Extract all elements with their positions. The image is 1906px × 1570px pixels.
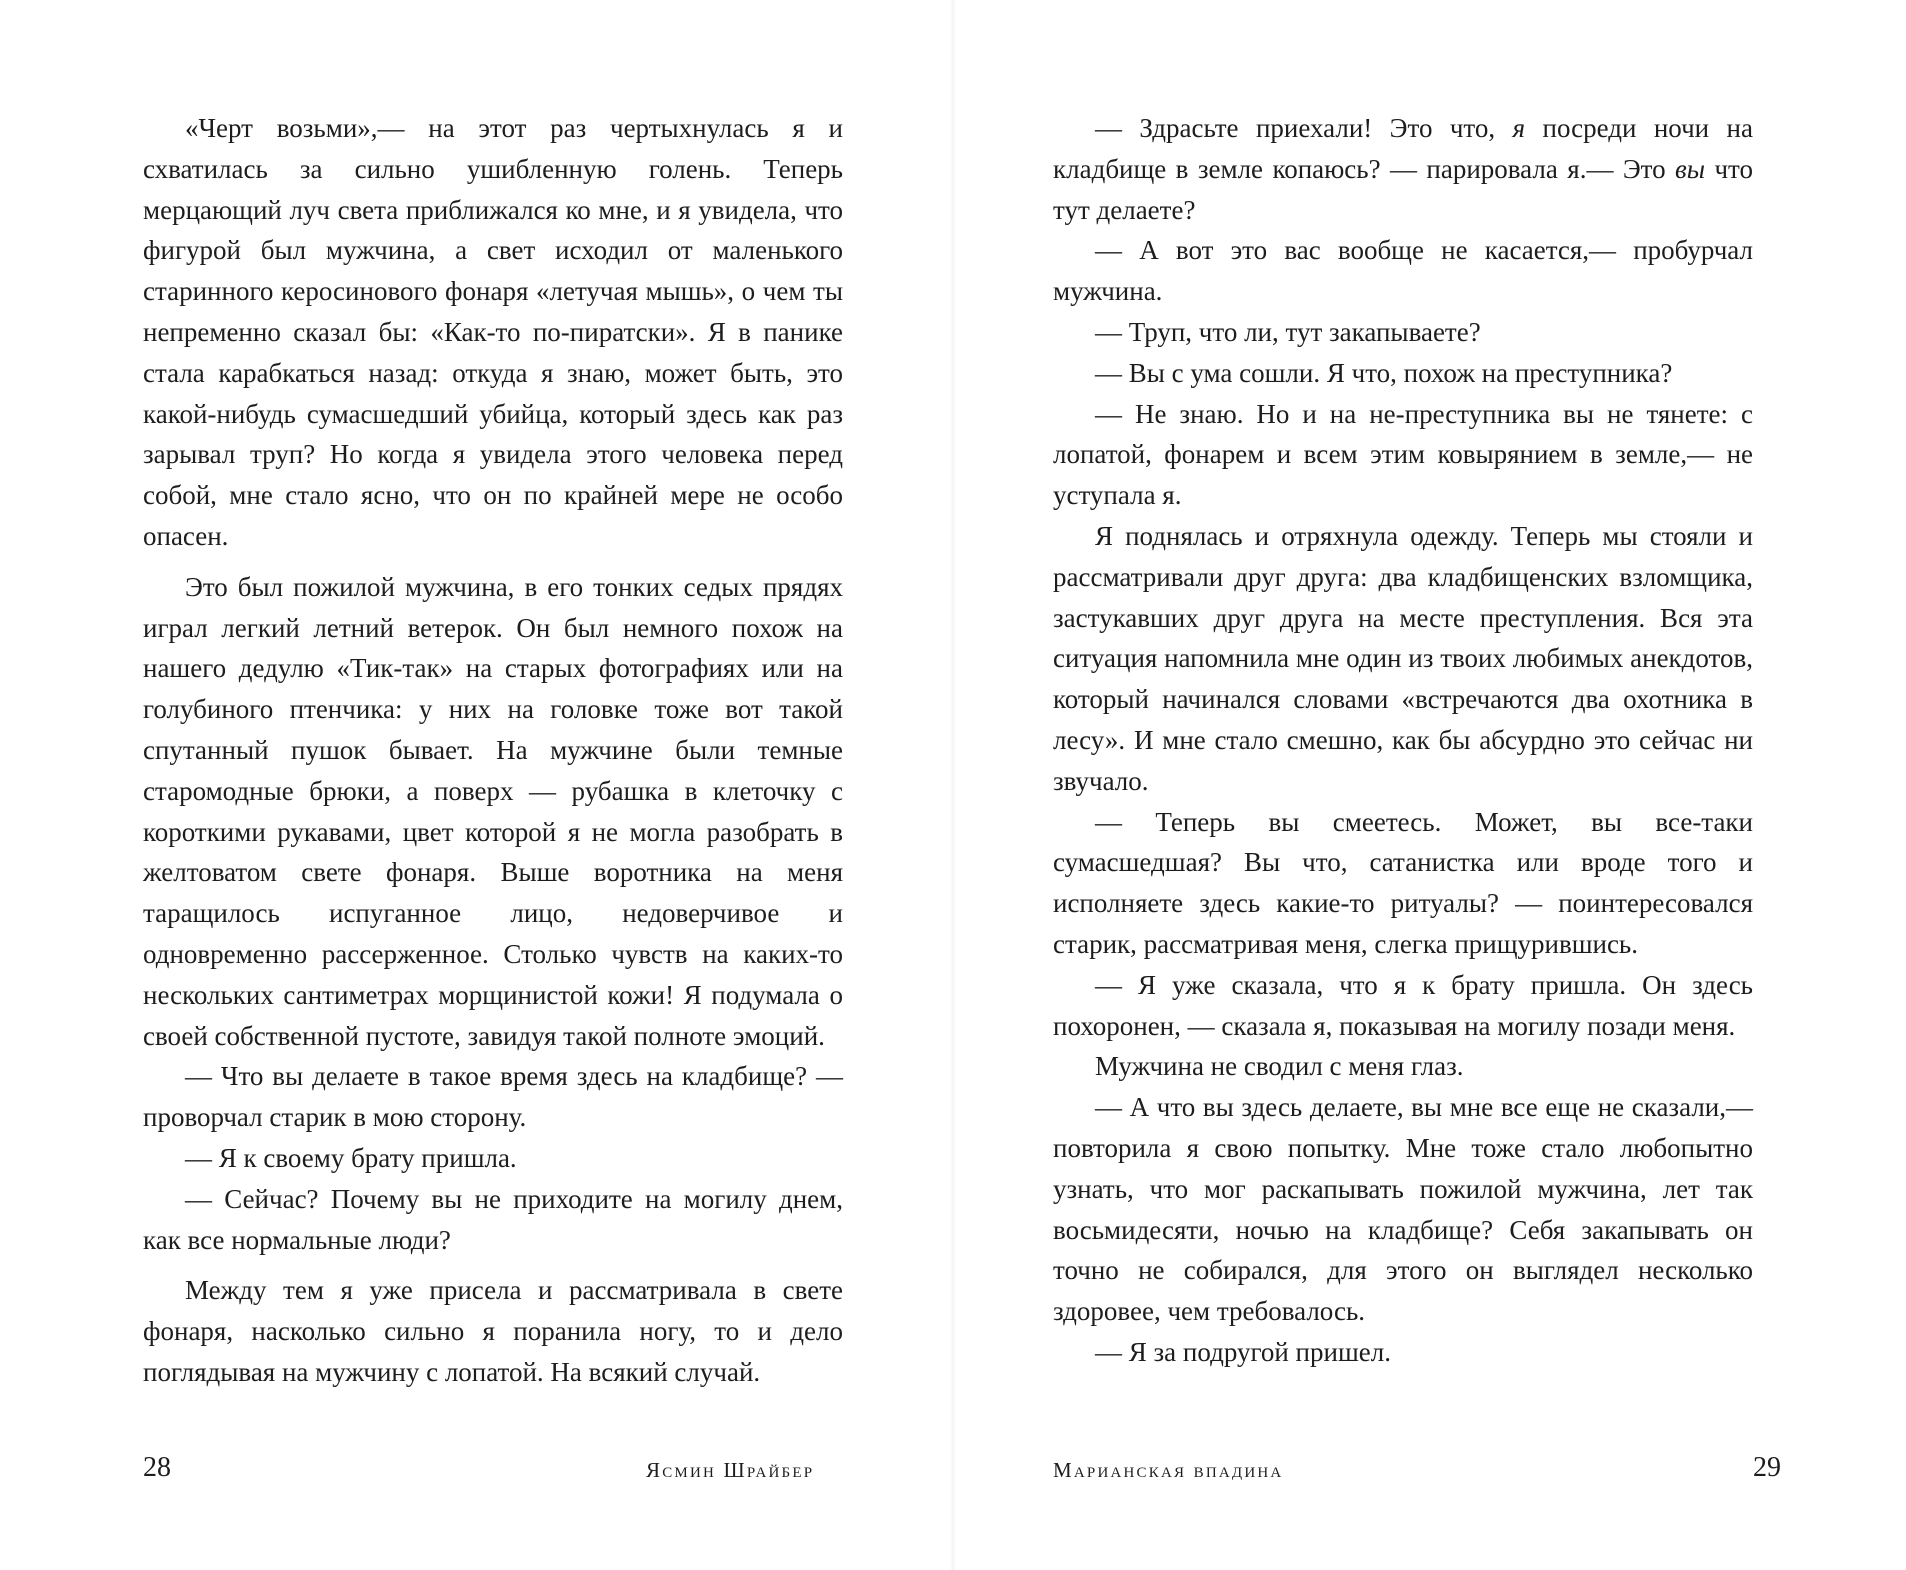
paragraph: Это был пожилой мужчина, в его тонких седых прядях играл легкий летний ветерок. Он был немного похож на нашего дедулю «Тик-так» на старых фотографиях или на голубиного птенчика: у них на головке тоже вот такой спутанный пушок бывает. На мужчине были темные старомодные брюки, а поверх — рубашка в клеточку с короткими рукавами, цвет которой я не могла разобрать в желтоватом свете фонаря. Выше воротника на меня таращилось испуганное лицо, недоверчивое и одновременно рассерженное. Столько чувств на каких-то нескольких сантиметрах морщинистой кожи! Я подумала о своей собственной пустоте, завидуя такой полноте эмоций. [143,571,843,1051]
dialogue-line: — Труп, что ли, тут закапываете? [1095,316,1481,347]
dialogue-line: — А что вы здесь делаете, вы мне все еще не сказали,— повторила я свою попытку. Мне тоже стало любопытно узнать, что мог раскапывать пожилой мужчина, лет так восьмидесяти, ночью на кладбище? Себя закапывать он точно не собирался, для этого он выглядел несколько здоровее, чем требовалось. [1053,1092,1753,1327]
dialogue-line: — Сейчас? Почему вы не приходите на могилу днем, как все нормальные люди? [143,1183,843,1255]
right-page [953,0,1906,1570]
running-head-author: Ясмин Шрайбер [646,1458,815,1482]
text-segment: — Здрасьте приехали! Это что, [1095,113,1513,143]
dialogue-line: — Не знаю. Но и на не-преступника вы не тянете: с лопатой, фонарем и всем этим ковырянием в земле,— не уступала я. [1053,398,1753,511]
dialogue-line: — Я к своему брату пришла. [185,1142,517,1173]
dialogue-line: — Вы с ума сошли. Я что, похож на преступника? [1095,357,1673,388]
dialogue-line: — Теперь вы смеетесь. Может, вы все-таки сумасшедшая? Вы что, сатанистка или вроде того и исполняете здесь какие-то ритуалы? — поинтересовался старик, рассматривая меня, слегка прищурившись. [1053,806,1753,959]
paragraph: Я поднялась и отряхнула одежду. Теперь мы стояли и рассматривали друг друга: два кладбищенских взломщика, застукавших друг друга на месте преступления. Вся эта ситуация напомнила мне один из твоих любимых анекдотов, который начинался словами «встречаются два охотника в лесу». И мне стало смешно, как бы абсурдно это сейчас ни звучало. [1053,520,1753,796]
paragraph: Мужчина не сводил с меня глаз. [1095,1051,1464,1082]
page-number: 28 [143,1452,171,1483]
italic-emphasis: вы [1675,153,1706,184]
right-page-text [1053,108,1753,1373]
running-head-title: Марианская впадина [1053,1458,1284,1482]
dialogue-line: — Что вы делаете в такое время здесь на кладбище? — проворчал старик в мою сторону. [143,1061,843,1133]
dialogue-line: — Я за подругой пришел. [1095,1336,1391,1367]
dialogue-line: — А вот это вас вообще не касается,— пробурчал мужчина. [1053,235,1753,307]
text-segment: посреди ночи на кладбище в земле копаюсь? — парировала я.— Это [1053,113,1753,184]
dialogue-line: — Я уже сказала, что я к брату пришла. Он здесь похоронен, — сказала я, показывая на могилу позади меня. [1053,969,1753,1041]
left-page-text [143,108,843,1393]
italic-emphasis: я [1512,113,1526,143]
paragraph: Между тем я уже присела и рассматривала в свете фонаря, насколько сильно я поранила ногу, то и дело поглядывая на мужчину с лопатой. На всякий случай. [143,1275,843,1387]
paragraph: «Черт возьми»,— на этот раз чертыхнулась я и схватилась за сильно ушибленную голень. Теперь мерцающий луч света приближался ко мне, и я увидела, что фигурой был мужчина, а свет исходил от маленького старинного керосинового фонаря «летучая мышь», о чем ты непременно сказал бы: «Как-то по-пиратски». Я в панике стала карабкаться назад: откуда я знаю, может быть, это какой-нибудь сумасшедший убийца, который здесь как раз зарывал труп? Но когда я увидела этого человека перед собой, мне стало ясно, что он по крайней мере не особо опасен. [143,113,843,551]
text-segment: что тут делаете? [1053,153,1753,225]
page-number: 29 [1753,1452,1781,1483]
dialogue-line [1053,108,1753,230]
